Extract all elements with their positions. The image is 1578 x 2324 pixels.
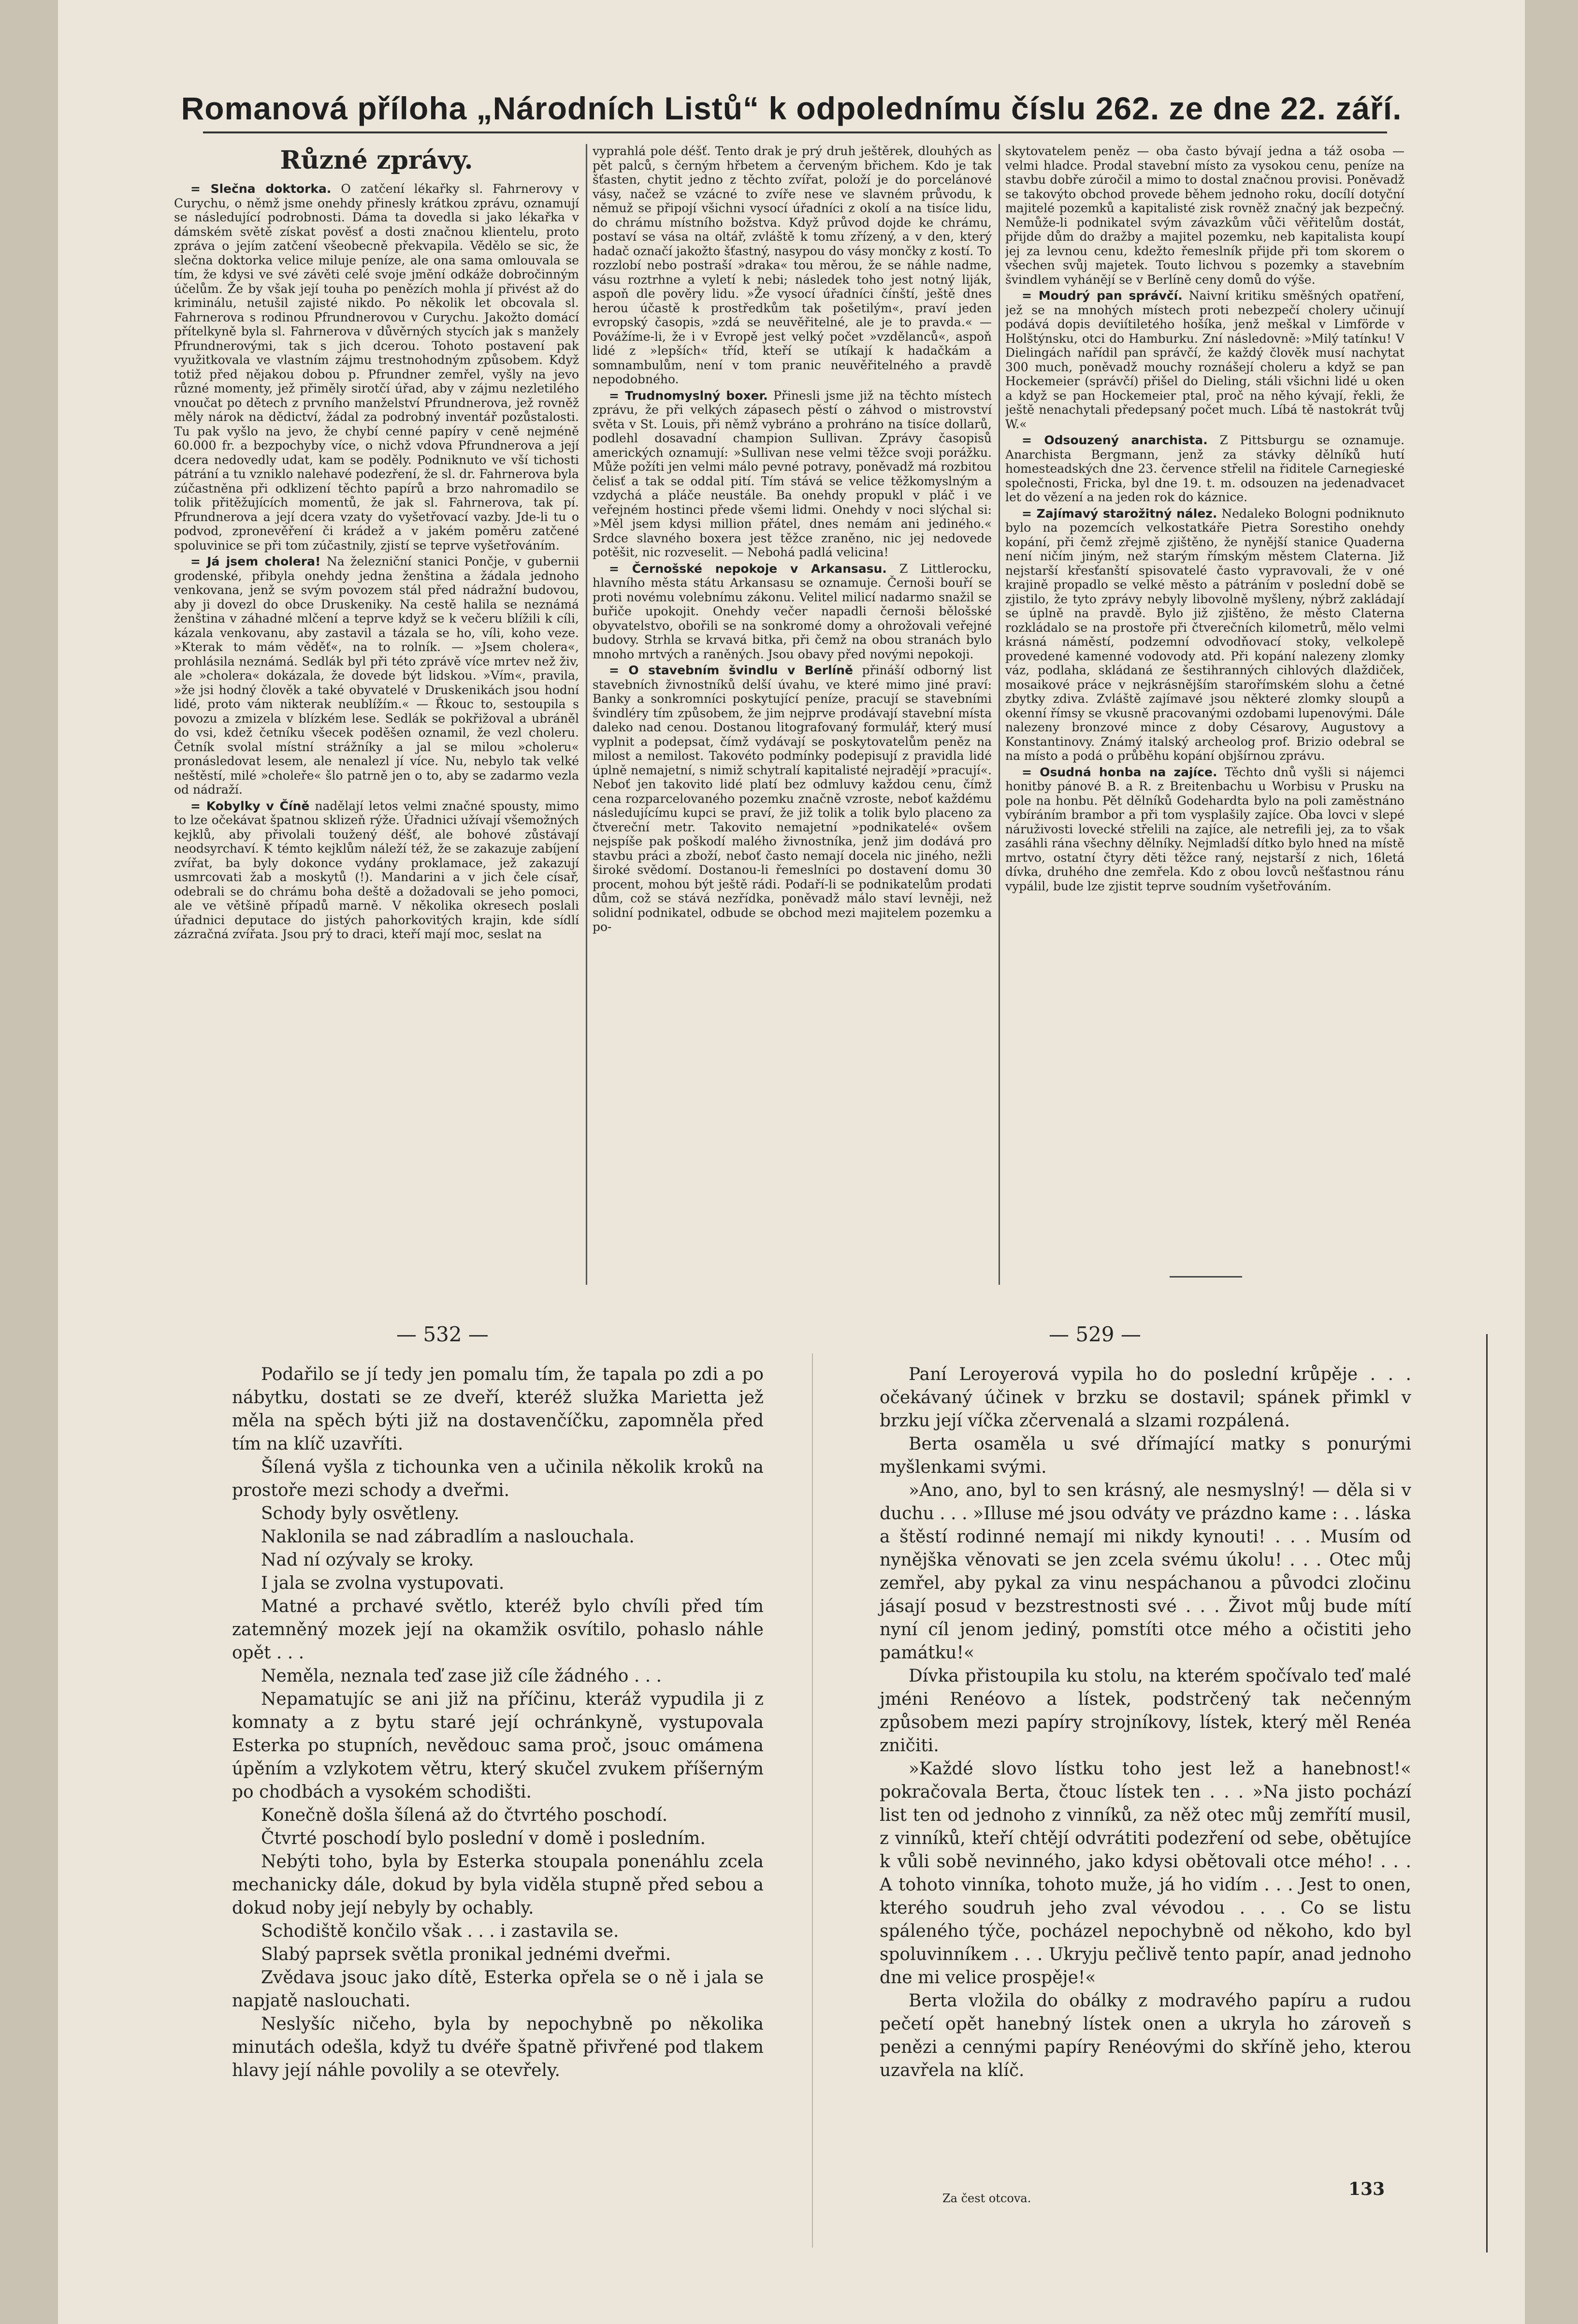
page-fold [812,1353,813,2248]
news-item-kicker: = Odsouzený anarchista. [1022,433,1208,447]
news-item-text: Z Pittsburgu se oznamuje. Anarchista Bergmann, jenž za stávky dělníků hutí homesteadských dne 23. července střelil na řiditele Carnegieské společnosti, Fricka, byl dne 19. t. m. odsouzen na jedenadvacet let do vězení a na jeden rok do káznice. [1005,433,1404,504]
news-item-text: Z Littlerocku, hlavního města státu Arkansasu se oznamuje. Černoši bouří se proti novému volebnímu zákonu. Velitel milicí nadarmo snažil se buřiče upokojit. Onehdy večer napadli černoši bělošské obyvatelstvo, obořili se na sonkromé domy a ohrožovali veřejné budovy. Strhla se krvavá bitka, při čemž na obou stranách bylo mnoho mrtvých a raněných. Jsou obavy před novými nepokoji. [593,561,992,661]
news-item [1005,144,1404,287]
serial-paragraph: Schodiště končilo však . . . i zastavila se. [261,1921,619,1941]
news-item-kicker: = Slečna doktorka. [190,182,332,196]
serial-paragraph: Podařilo se jí tedy jen pomalu tím, že tapala po zdi a po nábytku, dostati se ze dveří, kteréž služka Marietta jež měla na spěch býti již na dostavenčíčku, zapomněla před tím na klíč uzavříti. [232,1365,764,1454]
news-item-kicker: = Zajímavý starožitný nález. [1022,506,1217,521]
column-1 [174,144,579,1275]
news-item-text: nadělají letos velmi značné spousty, mimo to lze očekávat špatnou sklizeň rýže. Úřadnici užívají všemožných kejklů, aby přivolali toužený déšť, ale bohové zůstávají neodsyrchaví. K témto kejklům náleží též, že se zakazuje zabíjení zvířat, ba byly dokonce vydány proklamace, jež zakazují usmrcovati žab a moskytů (!). Mandarini a v jich čele císař, odebrali se do chrámu boha deště a dožadovali se jeho pomoci, ale ve většině případů marně. V několika okresech poslali úřadnici deputace do jistých pahorkovitých krajin, kde sídlí zázračná zvířata. Jsou prý to draci, kteří mají moc, seslat na [174,799,579,941]
section-heading: Různé zprávy. [280,145,473,175]
column-3 [1005,144,1404,1285]
column-divider [999,144,1000,1285]
news-item-text: Nedaleko Bologni podniknuto bylo na pozemcích velkostatkáře Pietra Sorestiho onehdy kopání, při čemž zřejmě zjištěno, že nynější stanice Quaderna není ničím jiným, než starým římským městem Claterna. Již nejstarší křesťanští spisovatelé často vypravovali, že v oné krajině propadlo se velké město a pátráním v poslední době se zjistilo, že tyto zprávy nebyly libovolně myšleny, nýbrž zakládají se úplně na pravdě. Bylo již zjištěno, že město Claterna rozkládalo se na prostoře při čtverečních kilometrů, mělo velmi krásná náměstí, podzemní odvodňovací stoky, velkolepě provedené kamenné vodovody atd. Při kopání nalezeny zlomky váz, podlaha, skládaná ze šestihranných cihlových dlaždiček, mosaikové práce v nejkrásnějším starořímském slohu a četné zbytky zdiva. Zvláště zajímavé jsou některé zlomky sloupů a okenní římsy se vkusně pracovanými ozdobami lupenovými. Dále nalezeny bronzové mince z doby Césarovy, Augustovy a Konstantinovy. Známý italský archeolog prof. Brizio odebral se na místo a podá o průběhu kopání objšírnou zprávu. [1005,506,1404,763]
news-item-kicker: = Trudnomyslný boxer. [609,388,768,403]
serial-paragraph: Matné a prchavé světlo, kteréž bylo chvíli před tím zatemněný mozek její na okamžik osvítilo, pohaslo náhle opět . . . [232,1597,764,1663]
serial-paragraph: Dívka přistoupila ku stolu, na kterém spočívalo teď malé jméni Renéovo a lístek, podstrčený tak nečenným způsobem mezi papíry strojníkovy, lístek, který měl Renéa zničiti. [880,1666,1411,1756]
serial-paragraph: »Ano, ano, byl to sen krásný, ale nesmyslný! — děla si v duchu . . . »Illuse mé jsou odváty ve prázdno kame : . . láska a štěstí rodinné nemají mi nikdy kynouti! . . . Musím od nynějška věnovati se jen zcela svému úkolu! . . . Otec můj zemřel, aby pykal za vinu nespáchanou a původci zločinu jásají posud v bezstrestnosti své . . . Život můj bude mítí nyní cíl jenom jediný, pomstíti otce mého a očistiti jeho památku!« [880,1481,1411,1663]
news-item-kicker: = Moudrý pan správčí. [1022,289,1183,303]
serial-paragraph: Slabý paprsek světla pronikal jednémi dveřmi. [261,1945,671,1964]
serial-paragraph: Paní Leroyerová vypila ho do poslední krůpěje . . . očekávaný účinek v brzku se dostavil; spánek přimkl v brzku její víčka zčervenalá a slzami rozpálená. [880,1365,1411,1431]
news-item-text: Přinesli jsme již na těchto místech zprávu, že při velkých zápasech pěstí o záhvod o mistrovství světa v St. Louis, při němž vybráno a prohráno na tisíce dollarů, podlehl dosavadní champion Sullivan. Zprávy časopisů amerických oznamují: »Sullivan nese velmi těžce svoji porážku. Může požíti jen velmi málo pevné potravy, poněvadž má rozbitou čelisť a tak se oddal pití. Tím stává se velice těžkomyslným a vzdychá a pláče neustále. Ba onehdy propukl v pláč i ve veřejném hostinci přede všemi lidmi. Onehdy v noci slýchal si: »Měl jsem kdysi million přátel, dnes nemám ani jediného.« Srdce slavného boxera jest těžce zraněno, nic jej nedovede potěšit, nic rozveselit. — Nebohá padlá velicina! [593,388,992,559]
serial-paragraph: Berta osaměla u své dřímající matky s ponurými myšlenkami svými. [880,1434,1411,1477]
serial-paragraph: Čtvrté poschodí bylo poslední v domě i posledním. [261,1829,706,1848]
news-item-kicker: = Černošské nepokoje v Arkansasu. [609,561,887,576]
serial-paragraph: Neměla, neznala teď zase již cíle žádného . . . [261,1666,662,1686]
news-item-text: Těchto dnů vyšli si nájemci honitby pánové B. a R. z Breitenbachu u Worbisu v Prusku na pole na honbu. Pět dělníků Godehardta bylo na poli zaměstnáno vybíráním brambor a při tom vysplašily zajíce. Oba lovci v slepé náruživosti lovecké střelili na zajíce, ale netrefili jej, za to však zasáhli rána všechny dělníky. Nejmladší dítko bylo hned na místě mrtvo, ostatní čtyry děti těžce raný, nejstarší z nich, 16letá dívka, druhého dne zemřela. Kdo z obou lovců nešťastnou ránu vypálil, bude lze zjistit teprve soudním vyšetřováním. [1005,765,1404,893]
serial-paragraph: Berta vložila do obálky z modravého papíru a rudou pečetí opět hanebný lístek onen a ukryla ho zároveň s penězi a cennými papíry Renéovými do skříně jeho, kterou uzavřela na klíč. [880,1991,1411,2080]
folio-number: 133 [1348,2179,1385,2199]
page-number-left: — 532 — [396,1322,489,1346]
masthead-rule [203,131,1387,133]
article-end-mark [1170,1276,1242,1278]
serial-left-page [232,1363,764,2082]
serial-paragraph: Konečně došla šílená až do čtvrtého poschodí. [261,1805,668,1825]
news-item [593,663,992,934]
newspaper-page [58,0,1525,2324]
serial-paragraph: Nepamatujíc se ani již na příčinu, kteráž vypudila ji z komnaty a z bytu staré její ochránkyně, vystupovala Esterka po stupních, nevědouc sama proč, jsouc omámena úpěním a vzlykotem větru, který skučel zvukem příšerným po chodbách a vysokém schodišti. [232,1689,764,1802]
serial-paragraph: Šílená vyšla z tichounka ven a učinila několik kroků na prostoře mezi schody a dveřmi. [232,1457,764,1500]
column-divider [586,144,587,1285]
serial-paragraph: Naklonila se nad zábradlím a naslouchala. [261,1527,635,1547]
news-item-text: Na železniční stanici Pončje, v gubernii grodenské, přibyla onehdy jedna ženština a žádala jednoho venkovana, jenž se svým povozem stál před nádražní budovou, aby ji dovezl do obce Druskeniky. Na cestě halila se neznámá ženština v záhadné mlčení a teprve když se k večeru blížili k cíli, kázala venkovanu, aby zastavil a tázala se ho, víli, koho veze. »Kterak to mám věděť«, na to rolník. — »Jsem cholera«, prohlásila neznámá. Sedlák byl při této zprávě více mrtev než živ, ale »cholera« dokázala, že dovede být lidskou. »Vím«, pravila, »že jsi hodný člověk a také obyvatelé v Druskenikách jsou hodní lidé, proto vám nikterak neublížím.« — Řkouc to, sestoupila s povozu a zmizela v blízkém lese. Sedlák se pokřižoval a ubráněl do vsi, kdež četníku všecek poděšen oznamil, že vezl choleru. Četník svolal místní strážníky a jal se milou »choleru« pronásledovat lesem, ale nenalezl jí více. Nu, nebylo tak velké neštěstí, milé »choleře« šlo patrně jen o to, aby se zadarmo vezla od nádraží. [174,554,579,797]
news-item-text: O zatčení lékařky sl. Fahrnerovy v Curychu, o němž jsme onehdy přinesly krátkou zprávu, oznamují se následující podrobnosti. Dáma ta dovedla si jako lékařka v dámském světě získat pověsť a dosti značnou klientelu, proto zpráva o jejím zatčení všeobecně překvapila. Vědělo se sic, že slečna doktorka velice miluje peníze, ale ona sama omlouvala se tím, že kdysi ve své závěti celé svoje jmění odkáže dobročinným účelům. Že by však její touha po penězích mohla jí přivést až do kriminálu, netušil zajisté nikdo. Po několik let obcovala sl. Fahrnerova s rodinou Pfrundnerovou v Curychu. Jakožto domácí přítelkyně byla sl. Fahrnerova v důvěrných stycích jak s manžely Pfrundnerovými, tak s jich dcerou. Tohoto postavení pak využitkovala ve vlastním zájmu trestnohodným způsobem. Když totiž před nějakou dobou p. Pfrundner zemřel, vyšly na jevo různé momenty, jež přiměly sirotčí úřad, aby v zájmu nezletilého vnoučat po dětech z prvního manželství Pfrundnerova, jež rovněž měly nárok na dědictví, žádal za podrobný inventář pozůstalosti. Tu pak vyšlo na jevo, že chybí cenné papíry v ceně nejméně 60.000 fr. a bezpochyby více, o nichž vdova Pfrundnerova a její dcera nedovedly udat, kam se poděly. Podniknuto ve vší tichosti pátrání a tu vzniklo nalehavé podezření, že sl. dr. Fahrnerova byla zúčastněna při odklizení těchto papírů a brzo nahromadilo se tolik přitěžujících momentů, že jak sl. Fahrnerova, tak pí. Pfrundnerova a její dcera vzaty do vyšetřovací vazby. Jde-li tu o podvod, zpronevěření či krádež a v jakém poměru zatčené spoluvinice se při tom zúčastnily, zjistí se teprve vyšetřováním. [174,182,579,552]
news-item-kicker: = Osudná honba na zajíce. [1022,765,1217,779]
serial-paragraph: Schody byly osvětleny. [261,1504,460,1524]
news-item [174,554,579,797]
news-item [1005,289,1404,431]
serial-signature: Za čest otcova. [942,2192,1031,2205]
masthead: Romanová příloha „Národních Listů“ k odpolednímu číslu 262. ze dne 22. září. [181,90,1402,126]
page-number-right: — 529 — [1049,1322,1141,1346]
news-item [593,389,992,560]
news-item [1005,507,1404,763]
page-edge-rule [1486,1334,1488,2252]
serial-right-page [880,1363,1411,2082]
serial-paragraph: Neslyšíc ničeho, byla by nepochybně po několika minutách odešla, když tu dvéře špatně přivřené pod tlakem hlavy její náhle povolily a se otevřely. [232,2014,764,2080]
serial-paragraph: I jala se zvolna vystupovati. [261,1573,505,1593]
news-item-text: skytovatelem peněz — oba často bývají jedna a táž osoba — velmi hladce. Prodal stavební místo za vysokou cenu, peníze na stavbu dobře zúročil a mimo to dostal značnou provisi. Poněvadž se takovýto obchod provede během jednoho roku, docílí dotyční majitelé pozemků a kapitalisté zisk rovněž značný jak bezpečný. Nemůže-li podnikatel svým závazkům vůči věřitelům dostát, přijde dům do dražby a majitel pozemku, neb kapitalista koupí jej za levnou cenu, kdežto řemeslník přijde při tom skorem o všechen svůj majetek. Touto lichvou s pozemky a stavebním švindlem vyhánějí se v Berlíně ceny domů do výše. [1005,144,1404,287]
news-item [1005,433,1404,505]
news-item [593,562,992,662]
news-item-kicker: = Kobylky v Číně [190,799,310,813]
news-item-text: přináší odborný list stavebních živnostníků delší úvahu, ve které mimo jiné praví: Banky a sonkromníci poskytující peníze, pracují se stavebními švindléry tím způsobem, že jim nejprve prodávají stavební místa daleko nad cenou. Dostanou litografovaný formulář, který musí vyplnit a podepsat, čímž vydávají se poskytovatelům peněz na milost a nemilost. Takovéto podmínky podepisují z pravidla lidé úplně nemajetní, s nimiž schytralí kapitalisté nejradějí »pracují«. Neboť jen takovito lidé platí bez odmluvy každou cenu, čímž cena rozparcelovaného pozemku značně vzroste, neboť každému následujícímu kupci se praví, že již tolik a tolik bylo placeno za čtvereční metr. Takovito nemajetní »podnikatelé« ovšem nejspíše pak poškodí malého živnostníka, jenž jim dodává pro stavbu práci a zboží, neboť často nemají docela nic jiného, nežli široké svědomí. Dostanou-li řemeslníci po dostavení domu 30 procent, mohou být ještě rádi. Podaří-li se podnikatelům prodati dům, což se stává nezřídka, poněvadž málo staví levněji, než solidní podnikatel, odbude se obchod mezi majitelem pozemku a po- [593,663,992,934]
serial-paragraph: Nad ní ozývaly se kroky. [261,1550,474,1570]
news-item-text: vyprahlá pole déšť. Tento drak je prý druh ještěrek, dlouhých as pět palců, s černým hřbetem a červeným břichem. Kdo je tak šťasten, chytit jedno z těchto zvířat, položí je do porcelánové vásy, načež se vzácné to zvíře nese ve slavném průvodu, k němuž se připojí všichni vysocí úřadníci z okolí a na tisíce lidu, do chrámu místního božstva. Když průvod dojde ke chrámu, postaví se vása na oltář, zvláště k tomu zřízený, a v den, který hadač označí jakožto šťastný, nasypou do vásy mončky z kostí. To rozzlobí nebo postraší »draka« tou měrou, že se náhle nadme, vásu roztrhne a vyletí k nebi; následek toho jest notný liják, aspoň dle pověry lidu. »Že vysocí úřadníci čínští, ještě dnes herou účastě k prostředkům tak pošetilým«, praví jeden evropský časopis, »zdá se neuvěřitelné, ale je to pravda.« — Povážíme-li, že i v Evropě jest velký počet »vzdělanců«, aspoň lidé z »lepších« tříd, kteří se utíkají k hadačkám a somnambulům, není v tom pranic neuvěřitelného a pravdě nepodobného. [593,144,992,386]
serial-paragraph: Nebýti toho, byla by Esterka stoupala ponenáhlu zcela mechanicky dále, dokud by byla viděla stupně před sebou a dokud noby její nebyly by ochably. [232,1852,764,1918]
news-item [1005,765,1404,894]
serial-paragraph: Zvědava jsouc jako dítě, Esterka opřela se o ně i jala se napjatě naslouchati. [232,1968,764,2011]
news-item-kicker: = O stavebním švindlu v Berlíně [609,663,853,677]
news-item [174,799,579,942]
column-2 [593,144,992,1285]
news-item [593,144,992,387]
news-item-text: Naivní kritiku směšných opatření, jež se na mnohých místech proti nebezpečí cholery učinují podává dopis deviítiletého hošíka, jenž meškal v Limförde v Holštýnsku, otci do Hamburku. Zní následovně: »Milý tatínku! V Dielingách nařídil pan správčí, že každý člověk musí nachytat 300 much, poněvadž mouchy roznášejí choleru a když se pan Hockemeier (správčí) přišel do Dieling, stáli všichni lidé u oken a když se pan Hockemeier ptal, proč na něho kývají, řekli, že ještě nenachytali předepsaný počet much. Líbá tě nastokrát tvůj W.« [1005,289,1404,431]
news-item [174,182,579,552]
news-item-kicker: = Já jsem cholera! [190,554,321,568]
serial-paragraph: »Každé slovo lístku toho jest lež a hanebnost!« pokračovala Berta, čtouc lístek ten . . . »Na jisto pochází list ten od jednoho z vinníků, za něž otec můj zemřítí musil, z vinníků, kteří chtějí odvrátiti podezření od sebe, obětujíce k vůli sobě nevinného, jako kdysi obětovali otce mého! . . . A tohoto vinníka, tohoto muže, já ho vidím . . . Jest to onen, kterého soudruh jeho zval vévodou . . . Co se listu spáleného týče, pocházel nepochybně od někoho, kdo byl spoluvinníkem . . . Ukryju pečlivě tento papír, anad jednoho dne mi velice prospěje!« [880,1759,1411,1988]
